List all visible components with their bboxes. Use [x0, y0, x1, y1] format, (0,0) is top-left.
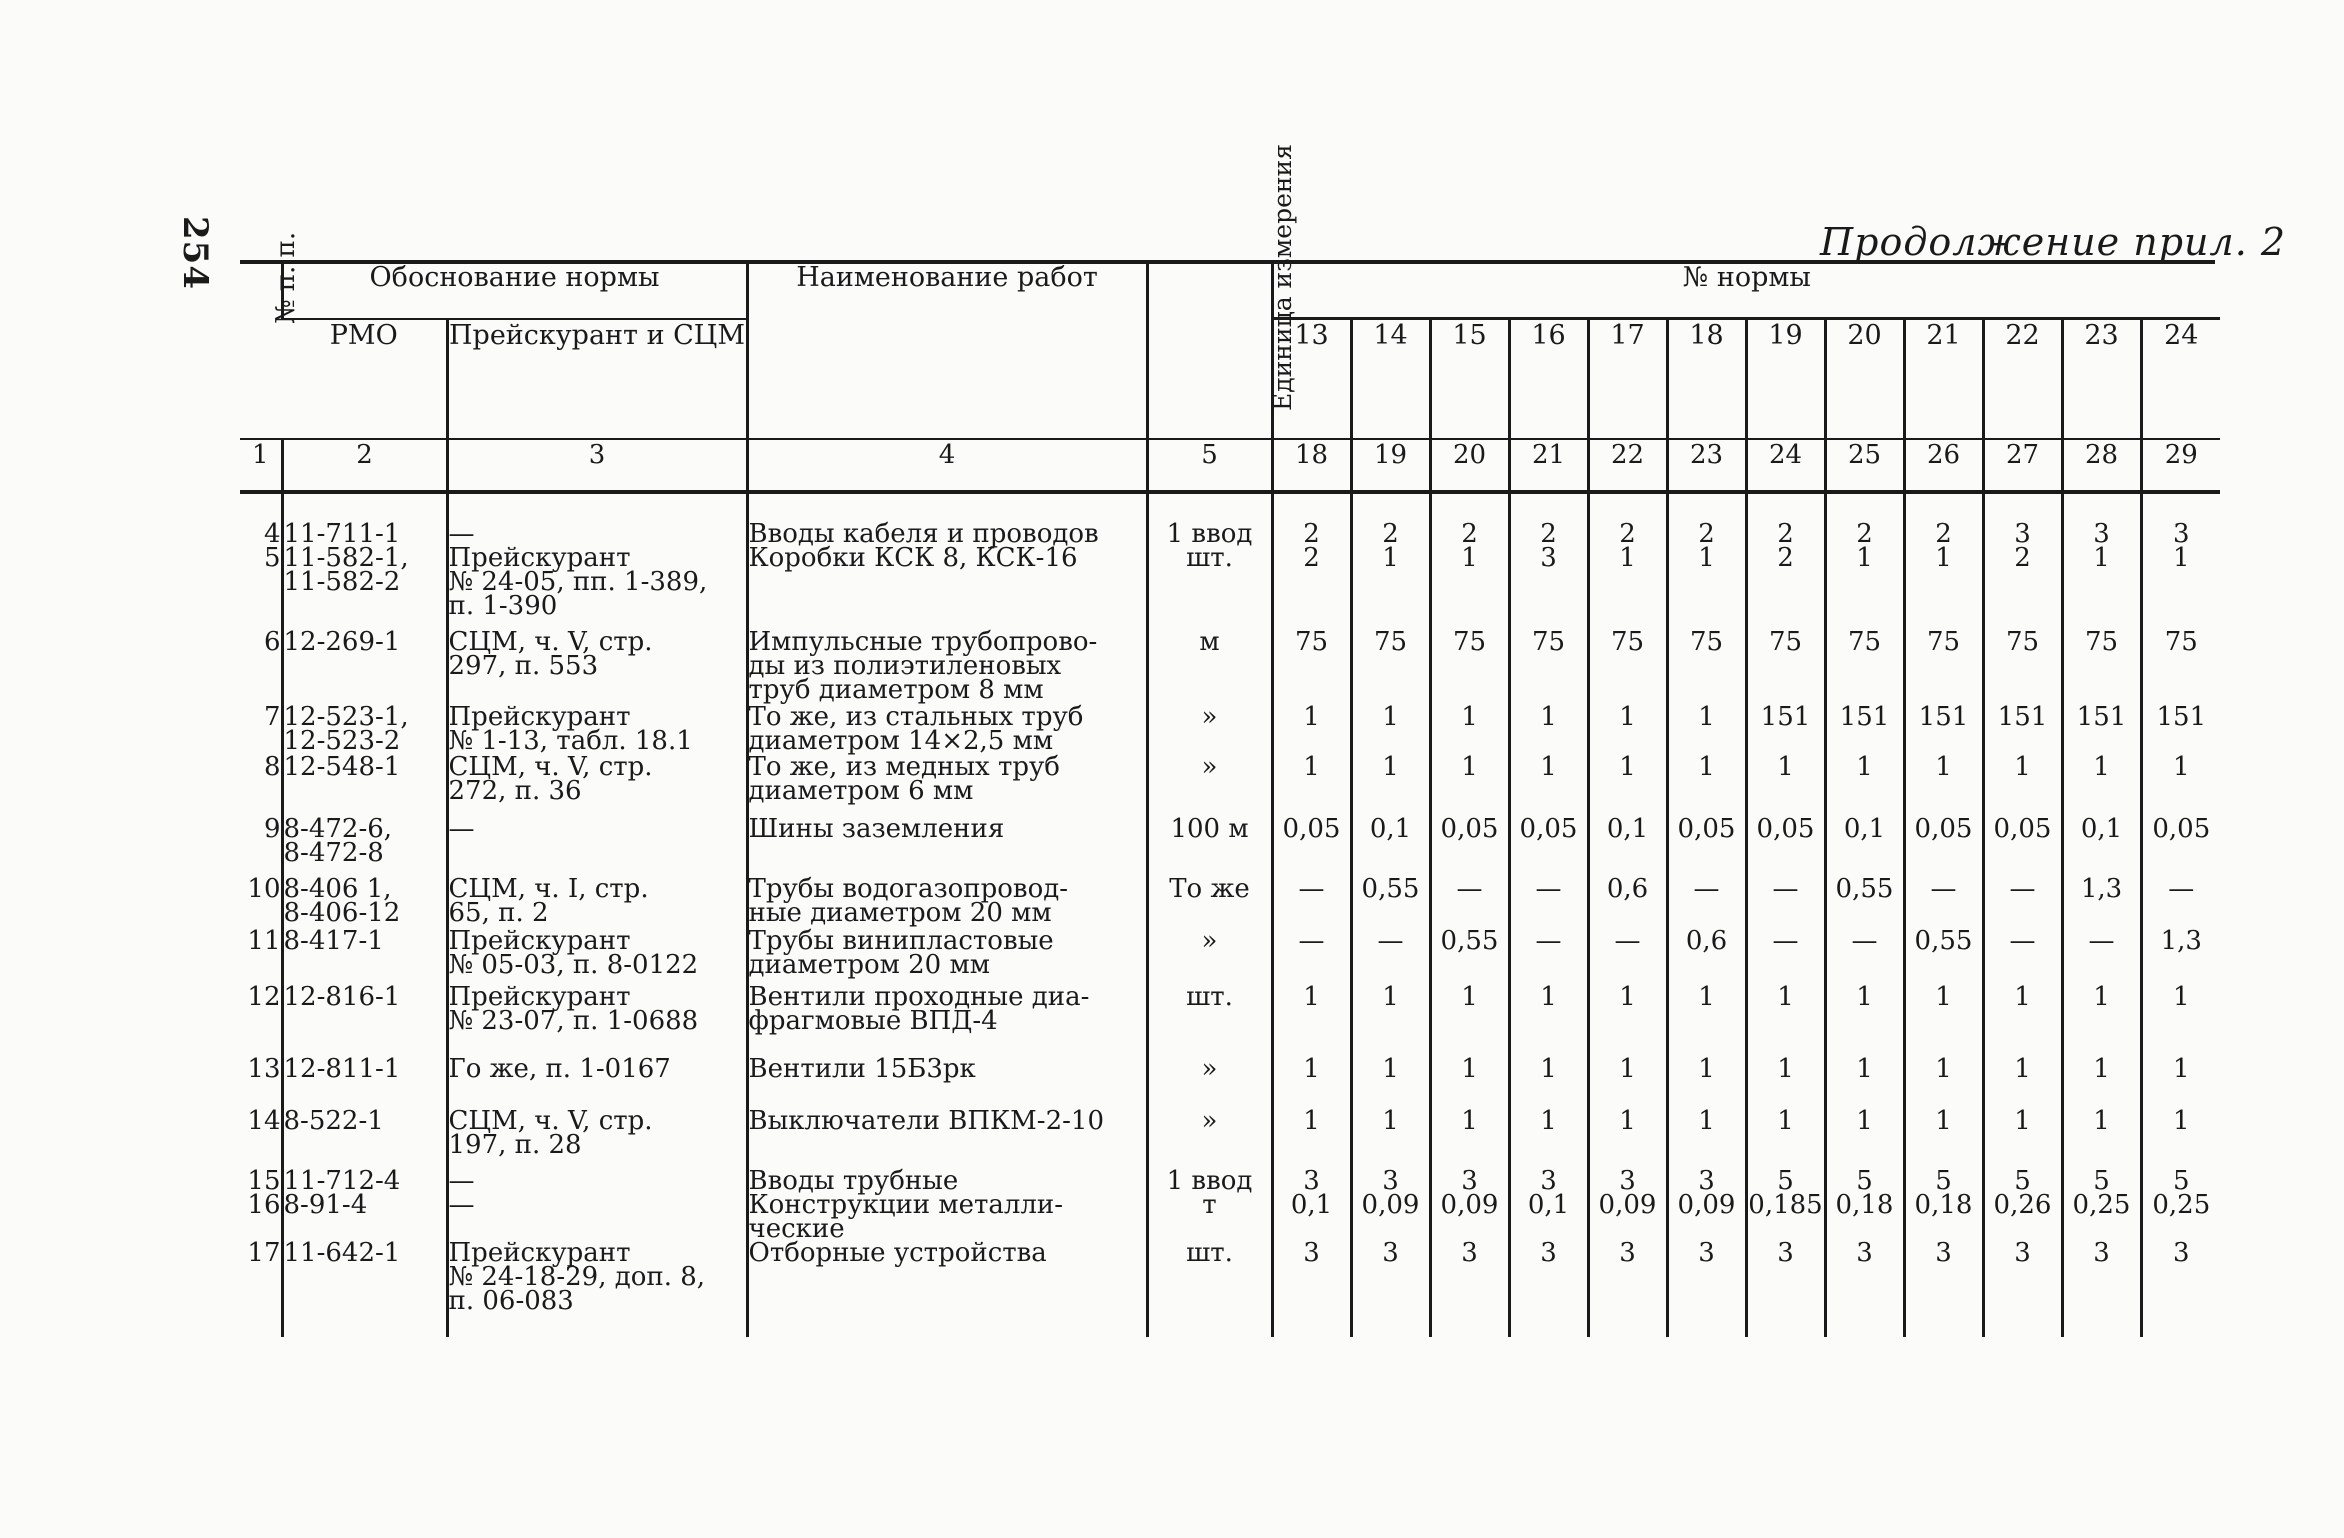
norm-value: 0,55: [1351, 877, 1430, 929]
spacer-cell: [1147, 492, 1272, 522]
norm-value: 1: [1351, 705, 1430, 755]
work-name: Вводы трубные Конструкции металли- ческие: [747, 1169, 1147, 1241]
header-norm-index: 19: [1351, 439, 1430, 492]
table-row: [240, 929, 2220, 985]
norm-value: 1: [1509, 1109, 1588, 1169]
norm-value: 3 1: [2141, 522, 2220, 630]
norm-value: 1,3: [2141, 929, 2220, 985]
norm-value: —: [1588, 929, 1667, 985]
row-number: 17: [247, 1238, 281, 1268]
rmo-code: 11-712-4 8-91-4: [282, 1169, 447, 1241]
norm-value: 0,05: [1272, 817, 1351, 877]
norm-value: 0,6: [1667, 929, 1746, 985]
norm-value: 5 0,185: [1746, 1169, 1825, 1241]
norm-value: 3 0,1: [1509, 1169, 1588, 1241]
header-norm-index: 28: [2062, 439, 2141, 492]
norm-value: 1: [1509, 985, 1588, 1057]
header-work-name: Наименование работ: [747, 262, 1147, 439]
header-norm-index: 20: [1430, 439, 1509, 492]
table-row: [240, 630, 2220, 705]
norm-value: 0,1: [1825, 817, 1904, 877]
header-norm-number: 24: [2141, 319, 2220, 440]
row-number: 15 16: [247, 1166, 281, 1220]
norm-value: 3 0,09: [1588, 1169, 1667, 1241]
norm-value: 1: [2141, 1109, 2220, 1169]
price-reference: СЦМ, ч. V, стр. 197, п. 28: [447, 1109, 747, 1169]
unit: шт.: [1147, 1241, 1272, 1337]
norm-value: —: [1983, 877, 2062, 929]
unit: м: [1147, 630, 1272, 705]
norm-value: 1: [2062, 755, 2141, 817]
header-column-index: 3: [447, 439, 747, 492]
table-row: [240, 755, 2220, 817]
norm-value: 151: [1983, 705, 2062, 755]
norm-value: 1: [1351, 1109, 1430, 1169]
header-norm-number: 20: [1825, 319, 1904, 440]
norm-value: 0,05: [2141, 817, 2220, 877]
norm-value: 3 0,1: [1272, 1169, 1351, 1241]
norm-value: 1: [1272, 1109, 1351, 1169]
norm-value: 75: [2062, 630, 2141, 705]
norm-value: —: [1272, 929, 1351, 985]
norm-value: 3: [1746, 1241, 1825, 1337]
norm-value: 3 0,09: [1667, 1169, 1746, 1241]
unit: шт.: [1147, 985, 1272, 1057]
norm-value: 0,05: [1904, 817, 1983, 877]
spacer-cell: [1667, 492, 1746, 522]
spacer-cell: [240, 492, 282, 522]
norm-value: 1: [1746, 985, 1825, 1057]
row-number: 11: [247, 926, 281, 956]
work-name: То же, из стальных труб диаметром 14×2,5 мм: [747, 705, 1147, 755]
spacer-cell: [282, 492, 447, 522]
norm-value: 151: [1825, 705, 1904, 755]
norm-value: 1: [1272, 1057, 1351, 1109]
norm-value: 75: [1983, 630, 2062, 705]
header-norm-index: 24: [1746, 439, 1825, 492]
norm-value: 0,55: [1904, 929, 1983, 985]
rmo-code: 8-472-6, 8-472-8: [282, 817, 447, 877]
norm-value: 0,05: [1667, 817, 1746, 877]
norm-value: 1: [1509, 755, 1588, 817]
row-number: 6: [263, 627, 281, 657]
norm-value: 3 2: [1983, 522, 2062, 630]
norm-value: 0,05: [1746, 817, 1825, 877]
spacer-cell: [2141, 492, 2220, 522]
price-reference: СЦМ, ч. V, стр. 297, п. 553: [447, 630, 747, 705]
norm-value: 1: [1904, 985, 1983, 1057]
norm-value: 3: [1904, 1241, 1983, 1337]
norm-value: 1: [1272, 755, 1351, 817]
norm-value: 151: [2062, 705, 2141, 755]
rmo-code: 8-522-1: [282, 1109, 447, 1169]
header-norm-index: 22: [1588, 439, 1667, 492]
header-norm-index: 23: [1667, 439, 1746, 492]
unit: 1 ввод т: [1147, 1169, 1272, 1241]
norm-value: —: [2062, 929, 2141, 985]
row-number: 9: [263, 814, 281, 844]
table-row: [240, 1241, 2220, 1337]
norm-value: 1: [1825, 755, 1904, 817]
header-norm-index: 25: [1825, 439, 1904, 492]
norm-value: 151: [1904, 705, 1983, 755]
header-norm-number: 23: [2062, 319, 2141, 440]
price-reference: Прейскурант № 24-18-29, доп. 8, п. 06-083: [447, 1241, 747, 1337]
norm-value: —: [1351, 929, 1430, 985]
norm-value: 0,1: [1588, 817, 1667, 877]
norm-value: 1: [1272, 985, 1351, 1057]
work-name: Трубы винипластовые диаметром 20 мм: [747, 929, 1147, 985]
norm-value: 2 1: [1825, 522, 1904, 630]
norm-value: 1: [2062, 1057, 2141, 1109]
row-number: 13: [247, 1054, 281, 1084]
header-unit: [1147, 144, 1297, 439]
norm-value: 3: [1430, 1241, 1509, 1337]
norm-value: 5 0,18: [1904, 1169, 1983, 1241]
norm-value: 1: [1825, 1057, 1904, 1109]
norm-value: 1: [1746, 1109, 1825, 1169]
header-norm-index: 26: [1904, 439, 1983, 492]
norm-value: 2 2: [1272, 522, 1351, 630]
header-index-row: [240, 439, 2220, 492]
norm-value: —: [1430, 877, 1509, 929]
header-norm-index: 18: [1272, 439, 1351, 492]
norm-value: 1: [1667, 1109, 1746, 1169]
table-row: [240, 817, 2220, 877]
norm-value: 2 1: [1904, 522, 1983, 630]
norm-value: 0,1: [2062, 817, 2141, 877]
norm-value: 75: [1272, 630, 1351, 705]
norm-value: 3: [1825, 1241, 1904, 1337]
work-name: Вентили проходные диа- фрагмовые ВПД-4: [747, 985, 1147, 1057]
norm-value: 1: [1746, 755, 1825, 817]
row-number: 7: [263, 702, 281, 732]
rmo-code: 12-816-1: [282, 985, 447, 1057]
work-name: Выключатели ВПКМ-2-10: [747, 1109, 1147, 1169]
row-number: 10: [247, 874, 281, 904]
norm-value: 1: [1430, 1057, 1509, 1109]
norm-value: 1: [1667, 1057, 1746, 1109]
norm-value: 0,55: [1825, 877, 1904, 929]
norm-value: 1: [1588, 1109, 1667, 1169]
header-unit-label: Единица измерения: [1267, 144, 1297, 411]
norm-value: 1: [1904, 1057, 1983, 1109]
header-norm-group: № нормы: [1272, 262, 2220, 319]
row-number: 8: [263, 752, 281, 782]
header-norm-number: 16: [1509, 319, 1588, 440]
norm-value: 3: [2141, 1241, 2220, 1337]
header-row-number: [240, 231, 302, 439]
norm-value: 3: [1588, 1241, 1667, 1337]
norm-value: 3: [1272, 1241, 1351, 1337]
rmo-code: 12-269-1: [282, 630, 447, 705]
header-rmo: РМО: [282, 319, 447, 440]
norm-value: 75: [1746, 630, 1825, 705]
header-norm-number: 15: [1430, 319, 1509, 440]
header-row-number-label: № п. п.: [271, 231, 302, 325]
norm-value: 3: [1667, 1241, 1746, 1337]
row-number: 4 5: [263, 519, 281, 573]
norm-value: 1: [1983, 1057, 2062, 1109]
norm-value: 1: [1588, 705, 1667, 755]
table-row: [240, 1169, 2220, 1241]
rmo-code: 12-811-1: [282, 1057, 447, 1109]
norm-value: —: [1272, 877, 1351, 929]
norm-value: 1: [1825, 985, 1904, 1057]
table-row: [240, 1057, 2220, 1109]
norm-value: —: [1983, 929, 2062, 985]
norm-value: 0,6: [1588, 877, 1667, 929]
price-reference: Прейскурант № 1-13, табл. 18.1: [447, 705, 747, 755]
work-name: То же, из медных труб диаметром 6 мм: [747, 755, 1147, 817]
norm-value: 1: [1983, 1109, 2062, 1169]
norm-value: 75: [1904, 630, 1983, 705]
work-name: Вводы кабеля и проводов Коробки КСК 8, КСК-16: [747, 522, 1147, 630]
norm-value: 1: [1746, 1057, 1825, 1109]
header-norm-index: 27: [1983, 439, 2062, 492]
unit: »: [1147, 1057, 1272, 1109]
norm-value: 1: [1588, 1057, 1667, 1109]
norm-value: 3 0,09: [1351, 1169, 1430, 1241]
price-reference: — —: [447, 1169, 747, 1241]
spacer-cell: [1746, 492, 1825, 522]
norm-value: 3 0,09: [1430, 1169, 1509, 1241]
header-norm-number: 13: [1272, 319, 1351, 440]
norm-value: 1: [1430, 705, 1509, 755]
rmo-code: 8-406 1, 8-406-12: [282, 877, 447, 929]
norm-value: —: [1509, 877, 1588, 929]
header-price: Прейскурант и СЦМ: [447, 319, 747, 440]
norm-value: 3: [1351, 1241, 1430, 1337]
norm-value: 1: [1825, 1109, 1904, 1169]
header-basis-group: Обоснование нормы: [282, 262, 747, 319]
norm-value: 1: [1272, 705, 1351, 755]
norm-value: 75: [1430, 630, 1509, 705]
unit: »: [1147, 755, 1272, 817]
spacer-cell: [1430, 492, 1509, 522]
norm-value: 0,05: [1983, 817, 2062, 877]
norm-value: 75: [1351, 630, 1430, 705]
table-body: [240, 492, 2220, 1337]
rmo-code: 11-711-1 11-582-1, 11-582-2: [282, 522, 447, 630]
table-row: [240, 522, 2220, 630]
norm-value: 0,55: [1430, 929, 1509, 985]
norm-value: 1: [1351, 985, 1430, 1057]
spacer-cell: [1983, 492, 2062, 522]
work-name: Импульсные трубопрово- ды из полиэтиленовых труб диаметром 8 мм: [747, 630, 1147, 705]
norm-value: 1: [2141, 755, 2220, 817]
norm-value: 1: [1351, 755, 1430, 817]
norm-value: 1: [1667, 705, 1746, 755]
rmo-code: 12-548-1: [282, 755, 447, 817]
norm-value: 3: [1509, 1241, 1588, 1337]
norm-value: 1: [1509, 705, 1588, 755]
norm-value: 1: [1667, 985, 1746, 1057]
header-norm-number: 19: [1746, 319, 1825, 440]
norm-value: —: [1746, 929, 1825, 985]
norm-value: 2 1: [1667, 522, 1746, 630]
norm-value: 75: [1667, 630, 1746, 705]
header-column-index: 4: [747, 439, 1147, 492]
norm-value: 1: [1667, 755, 1746, 817]
norm-value: 0,1: [1351, 817, 1430, 877]
unit: То же: [1147, 877, 1272, 929]
table-row: [240, 1109, 2220, 1169]
rmo-code: 12-523-1, 12-523-2: [282, 705, 447, 755]
norm-value: 3 1: [2062, 522, 2141, 630]
header-norm-number: 21: [1904, 319, 1983, 440]
table-row: [240, 705, 2220, 755]
norm-value: 1: [2062, 1109, 2141, 1169]
norm-value: 1: [1588, 985, 1667, 1057]
unit: »: [1147, 1109, 1272, 1169]
norm-value: 1: [1588, 755, 1667, 817]
norm-value: 5 0,25: [2141, 1169, 2220, 1241]
norm-value: 1: [1983, 755, 2062, 817]
table-row: [240, 985, 2220, 1057]
work-name: Отборные устройства: [747, 1241, 1147, 1337]
norm-value: —: [1746, 877, 1825, 929]
norm-value: —: [1667, 877, 1746, 929]
norm-value: 1: [2141, 985, 2220, 1057]
work-name: Трубы водогазопровод- ные диаметром 20 мм: [747, 877, 1147, 929]
header-norm-number: 18: [1667, 319, 1746, 440]
price-reference: Прейскурант № 23-07, п. 1-0688: [447, 985, 747, 1057]
body-top-spacer: [240, 492, 2220, 522]
norm-value: 0,05: [1430, 817, 1509, 877]
norm-value: 0,05: [1509, 817, 1588, 877]
norm-value: 1: [1351, 1057, 1430, 1109]
header-column-index: 5: [1147, 439, 1272, 492]
spacer-cell: [1509, 492, 1588, 522]
norm-value: 1: [2062, 985, 2141, 1057]
norm-value: —: [1509, 929, 1588, 985]
page-number: 254: [174, 216, 215, 290]
price-reference: СЦМ, ч. I, стр. 65, п. 2: [447, 877, 747, 929]
price-reference: — Прейскурант № 24-05, пп. 1-389, п. 1-390: [447, 522, 747, 630]
header-column-index: 1: [240, 439, 282, 492]
norm-value: 75: [1825, 630, 1904, 705]
spacer-cell: [1904, 492, 1983, 522]
norm-value: 1: [1509, 1057, 1588, 1109]
work-name: Шины заземления: [747, 817, 1147, 877]
rmo-code: 8-417-1: [282, 929, 447, 985]
unit: »: [1147, 705, 1272, 755]
spacer-cell: [747, 492, 1147, 522]
spacer-cell: [1825, 492, 1904, 522]
norm-value: 1: [2141, 1057, 2220, 1109]
unit: »: [1147, 929, 1272, 985]
norm-value: 5 0,25: [2062, 1169, 2141, 1241]
spacer-cell: [1351, 492, 1430, 522]
header-norm-index: 29: [2141, 439, 2220, 492]
price-reference: Прейскурант № 05-03, п. 8-0122: [447, 929, 747, 985]
norm-value: 1: [1983, 985, 2062, 1057]
norm-value: 5 0,18: [1825, 1169, 1904, 1241]
norm-value: 1: [1904, 1109, 1983, 1169]
row-number: 12: [247, 982, 281, 1012]
header-norm-number: 22: [1983, 319, 2062, 440]
price-reference: СЦМ, ч. V, стр. 272, п. 36: [447, 755, 747, 817]
spacer-cell: [1588, 492, 1667, 522]
price-reference: —: [447, 817, 747, 877]
spacer-cell: [2062, 492, 2141, 522]
norm-value: 2 1: [1588, 522, 1667, 630]
header-norm-number: 17: [1588, 319, 1667, 440]
norm-value: 75: [2141, 630, 2220, 705]
norm-value: —: [2141, 877, 2220, 929]
norm-value: 151: [2141, 705, 2220, 755]
norm-value: 75: [1509, 630, 1588, 705]
spacer-cell: [447, 492, 747, 522]
norm-value: 2 2: [1746, 522, 1825, 630]
norm-value: 1: [1430, 755, 1509, 817]
spacer-cell: [1272, 492, 1351, 522]
norm-value: 3: [2062, 1241, 2141, 1337]
row-number: 14: [247, 1106, 281, 1136]
norm-value: —: [1904, 877, 1983, 929]
work-name: Вентили 15Б3рк: [747, 1057, 1147, 1109]
norm-value: 2 3: [1509, 522, 1588, 630]
header-norm-number: 14: [1351, 319, 1430, 440]
unit: 1 ввод шт.: [1147, 522, 1272, 630]
norm-value: 2 1: [1351, 522, 1430, 630]
rmo-code: 11-642-1: [282, 1241, 447, 1337]
norm-value: 75: [1588, 630, 1667, 705]
norm-value: 2 1: [1430, 522, 1509, 630]
norm-value: 1: [1430, 985, 1509, 1057]
norm-value: 5 0,26: [1983, 1169, 2062, 1241]
norm-value: —: [1825, 929, 1904, 985]
header-column-index: 2: [282, 439, 447, 492]
table-row: [240, 877, 2220, 929]
norm-value: 1,3: [2062, 877, 2141, 929]
unit: 100 м: [1147, 817, 1272, 877]
header-norm-index: 21: [1509, 439, 1588, 492]
price-reference: Го же, п. 1-0167: [447, 1057, 747, 1109]
appendix-continuation-title: Продолжение прил. 2: [1820, 220, 2287, 264]
norm-value: 1: [1430, 1109, 1509, 1169]
norm-value: 151: [1746, 705, 1825, 755]
norm-value: 1: [1904, 755, 1983, 817]
norm-value: 3: [1983, 1241, 2062, 1337]
